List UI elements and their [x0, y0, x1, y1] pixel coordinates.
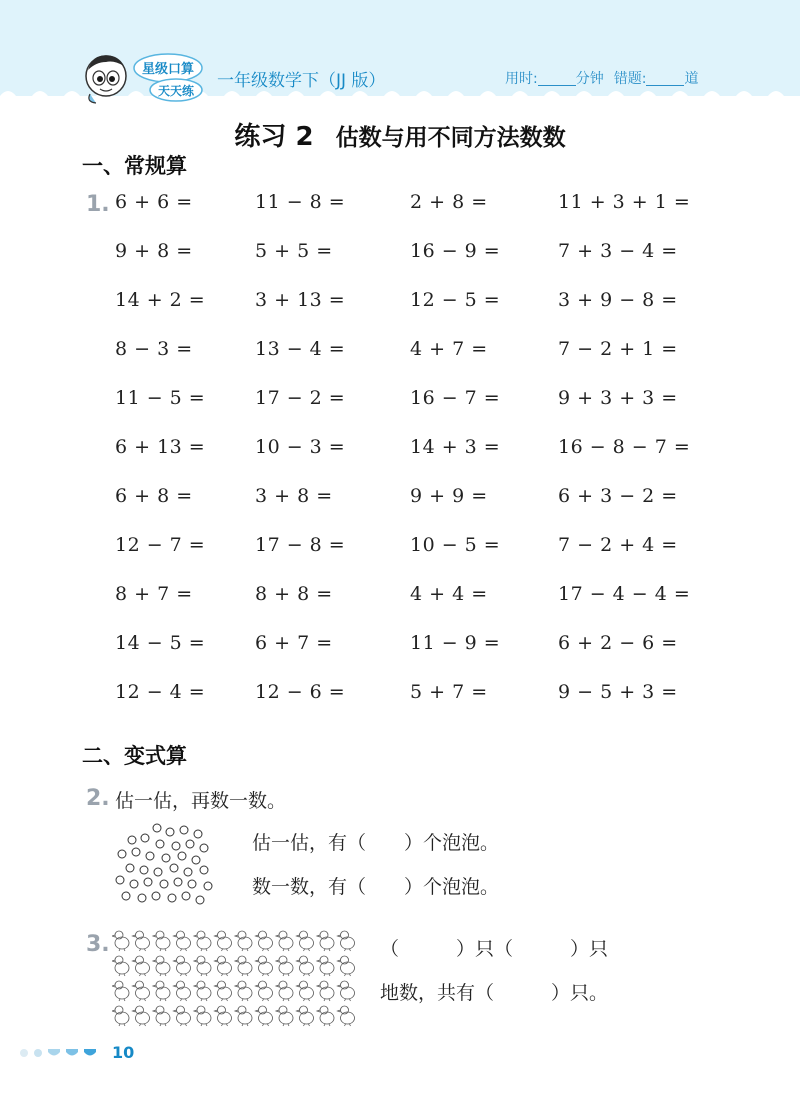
equation: 14 + 2 =	[115, 289, 206, 311]
question-2-estimate-line: 估一估，有（ ）个泡泡。	[252, 832, 500, 854]
chick-icon	[153, 1006, 170, 1026]
page-title	[0, 116, 800, 153]
equation: 7 − 2 + 4 =	[558, 534, 678, 556]
chick-icon	[256, 1006, 273, 1026]
equation: 8 + 7 =	[115, 583, 193, 605]
equation: 10 − 3 =	[255, 436, 346, 458]
equation: 7 + 3 − 4 =	[558, 240, 678, 262]
chicks-image	[112, 926, 364, 1030]
chick-icon	[338, 981, 355, 1001]
chick-icon	[276, 956, 293, 976]
chick-icon	[194, 956, 211, 976]
chick-icon	[317, 981, 334, 1001]
question-number-2: 2.	[86, 786, 110, 811]
question-number-1: 1.	[86, 192, 110, 217]
equation: 16 − 8 − 7 =	[558, 436, 691, 458]
chick-icon	[235, 956, 252, 976]
chick-icon	[133, 956, 150, 976]
chick-icon	[235, 931, 252, 951]
chick-icon	[276, 981, 293, 1001]
bubbles-image	[112, 822, 217, 907]
grade-title: 一年级数学下（JJ 版）	[217, 71, 386, 91]
chick-icon	[174, 981, 191, 1001]
chick-icon	[112, 981, 129, 1001]
equation: 5 + 7 =	[410, 681, 488, 703]
chick-icon	[297, 931, 314, 951]
equation: 14 + 3 =	[410, 436, 501, 458]
equation: 12 − 7 =	[115, 534, 206, 556]
equation: 4 + 4 =	[410, 583, 488, 605]
equation: 3 + 8 =	[255, 485, 333, 507]
equation: 14 − 5 =	[115, 632, 206, 654]
equation: 11 + 3 + 1 =	[558, 191, 691, 213]
equation: 3 + 13 =	[255, 289, 346, 311]
chick-icon	[215, 1006, 232, 1026]
equation: 9 − 5 + 3 =	[558, 681, 678, 703]
chick-icon	[133, 981, 150, 1001]
chick-icon	[133, 931, 150, 951]
time-errors-record	[505, 68, 698, 88]
chick-icon	[133, 1006, 150, 1026]
equation: 9 + 9 =	[410, 485, 488, 507]
exercise-title: 估数与用不同方法数数	[335, 125, 566, 151]
equation: 6 + 2 − 6 =	[558, 632, 678, 654]
equation: 9 + 8 =	[115, 240, 193, 262]
equation: 12 − 5 =	[410, 289, 501, 311]
equation: 6 + 13 =	[115, 436, 206, 458]
chick-icon	[297, 1006, 314, 1026]
chick-icon	[256, 931, 273, 951]
chick-icon	[338, 931, 355, 951]
chick-icon	[153, 956, 170, 976]
chick-icon	[215, 981, 232, 1001]
chick-icon	[194, 1006, 211, 1026]
section-heading-routine: 一、常规算	[82, 154, 187, 178]
chick-icon	[338, 1006, 355, 1026]
chick-icon	[174, 931, 191, 951]
chick-icon	[112, 956, 129, 976]
chick-icon	[153, 981, 170, 1001]
brand-badge	[134, 54, 202, 101]
brand-line1: 星级口算	[141, 62, 195, 77]
equation: 4 + 7 =	[410, 338, 488, 360]
question-2-prompt: 估一估，再数一数。	[115, 790, 287, 812]
chick-icon	[235, 1006, 252, 1026]
equation: 12 − 4 =	[115, 681, 206, 703]
question-number-3: 3.	[86, 932, 110, 957]
equation: 8 − 3 =	[115, 338, 193, 360]
equation: 11 − 8 =	[255, 191, 346, 213]
mascot-character	[86, 55, 126, 103]
chick-icon	[174, 956, 191, 976]
time-label: 用时:	[505, 71, 538, 87]
equation: 13 − 4 =	[255, 338, 346, 360]
brand-line2: 天天练	[157, 84, 195, 98]
time-unit: 分钟	[575, 71, 604, 87]
equation: 12 − 6 =	[255, 681, 346, 703]
equation: 11 − 9 =	[410, 632, 501, 654]
chick-icon	[215, 931, 232, 951]
chick-icon	[194, 981, 211, 1001]
equation: 8 + 8 =	[255, 583, 333, 605]
chick-icon	[276, 1006, 293, 1026]
question-2-count-line: 数一数，有（ ）个泡泡。	[252, 876, 500, 898]
section-heading-variant: 二、变式算	[82, 744, 187, 768]
chick-icon	[235, 981, 252, 1001]
chick-icon	[297, 981, 314, 1001]
equation: 2 + 8 =	[410, 191, 488, 213]
equation: 7 − 2 + 1 =	[558, 338, 678, 360]
mascot-logo	[80, 50, 230, 105]
chick-icon	[256, 956, 273, 976]
equation: 3 + 9 − 8 =	[558, 289, 678, 311]
chick-icon	[276, 931, 293, 951]
errors-label: 错题:	[613, 71, 647, 87]
chick-icon	[338, 956, 355, 976]
equation: 17 − 8 =	[255, 534, 346, 556]
equation: 5 + 5 =	[255, 240, 333, 262]
errors-blank[interactable]	[646, 72, 684, 86]
time-blank[interactable]	[538, 72, 576, 86]
equation: 16 − 9 =	[410, 240, 501, 262]
equation: 6 + 3 − 2 =	[558, 485, 678, 507]
chick-icon	[297, 956, 314, 976]
chick-icon	[317, 956, 334, 976]
equation: 10 − 5 =	[410, 534, 501, 556]
chick-icon	[174, 1006, 191, 1026]
exercise-number: 练习 2	[234, 122, 314, 152]
equation: 6 + 8 =	[115, 485, 193, 507]
chick-icon	[256, 981, 273, 1001]
question-3-total-line: 地数，共有（ ）只。	[380, 982, 609, 1004]
chick-icon	[194, 931, 211, 951]
chick-icon	[112, 931, 129, 951]
chick-icon	[112, 1006, 129, 1026]
question-3-groups-line: （ ）只（ ）只	[380, 938, 609, 960]
footer-decoration	[18, 1046, 118, 1060]
equation: 6 + 6 =	[115, 191, 193, 213]
errors-unit: 道	[684, 71, 699, 87]
equation: 17 − 2 =	[255, 387, 346, 409]
equation: 6 + 7 =	[255, 632, 333, 654]
chick-icon	[153, 931, 170, 951]
chick-icon	[215, 956, 232, 976]
equation: 17 − 4 − 4 =	[558, 583, 691, 605]
equation: 9 + 3 + 3 =	[558, 387, 678, 409]
equation: 16 − 7 =	[410, 387, 501, 409]
chick-icon	[317, 1006, 334, 1026]
equation: 11 − 5 =	[115, 387, 206, 409]
page-number: 10	[112, 1043, 135, 1062]
chick-icon	[317, 931, 334, 951]
